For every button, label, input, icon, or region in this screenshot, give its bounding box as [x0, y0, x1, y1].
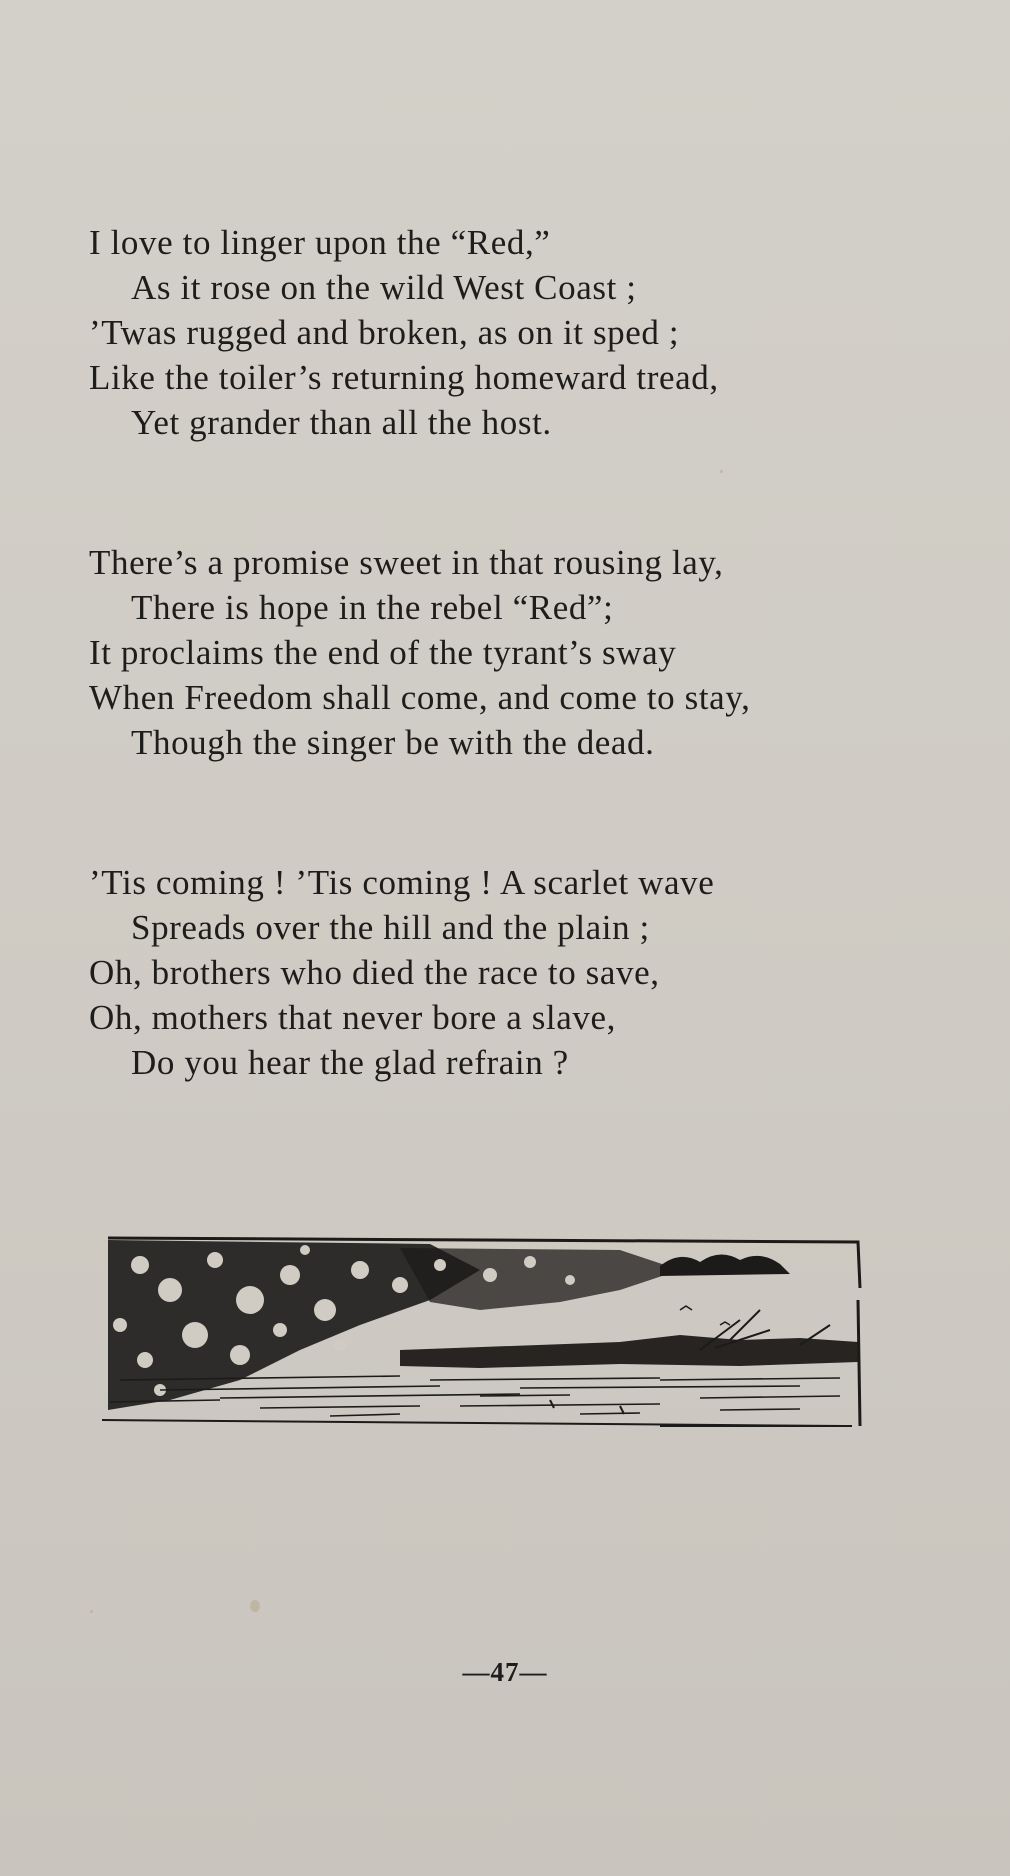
poem-line: Like the toiler’s returning homeward tread,	[89, 358, 719, 397]
poem-line: There’s a promise sweet in that rousing lay,	[89, 543, 724, 582]
poem-line: It proclaims the end of the tyrant’s sway	[89, 633, 677, 672]
poem-line: ’Tis coming ! ’Tis coming ! A scarlet wave	[89, 863, 715, 902]
poem-line: There is hope in the rebel “Red”;	[131, 588, 614, 627]
landscape-vignette-icon	[100, 1230, 870, 1435]
page-number: —47—	[462, 1657, 548, 1687]
poem-line: Yet grander than all the host.	[131, 403, 552, 442]
poem-line: Do you hear the glad refrain ?	[131, 1043, 569, 1082]
poem-line: Oh, mothers that never bore a slave,	[89, 998, 616, 1037]
poem-line: Oh, brothers who died the race to save,	[89, 953, 660, 992]
poem-line: Though the singer be with the dead.	[131, 723, 655, 762]
stanza-2	[89, 540, 929, 765]
stanza-3	[89, 860, 929, 1085]
paper-speck	[720, 470, 723, 473]
poem-line: Spreads over the hill and the plain ;	[131, 908, 650, 947]
poem-line: When Freedom shall come, and come to stay,	[89, 678, 751, 717]
poem-line: ’Twas rugged and broken, as on it sped ;	[89, 313, 680, 352]
poem-line: I love to linger upon the “Red,”	[89, 223, 551, 262]
stanza-1	[89, 220, 929, 445]
paper-speck	[90, 1610, 93, 1613]
paper-speck	[250, 1600, 260, 1612]
poem	[89, 220, 929, 1180]
poem-line: As it rose on the wild West Coast ;	[131, 268, 637, 307]
